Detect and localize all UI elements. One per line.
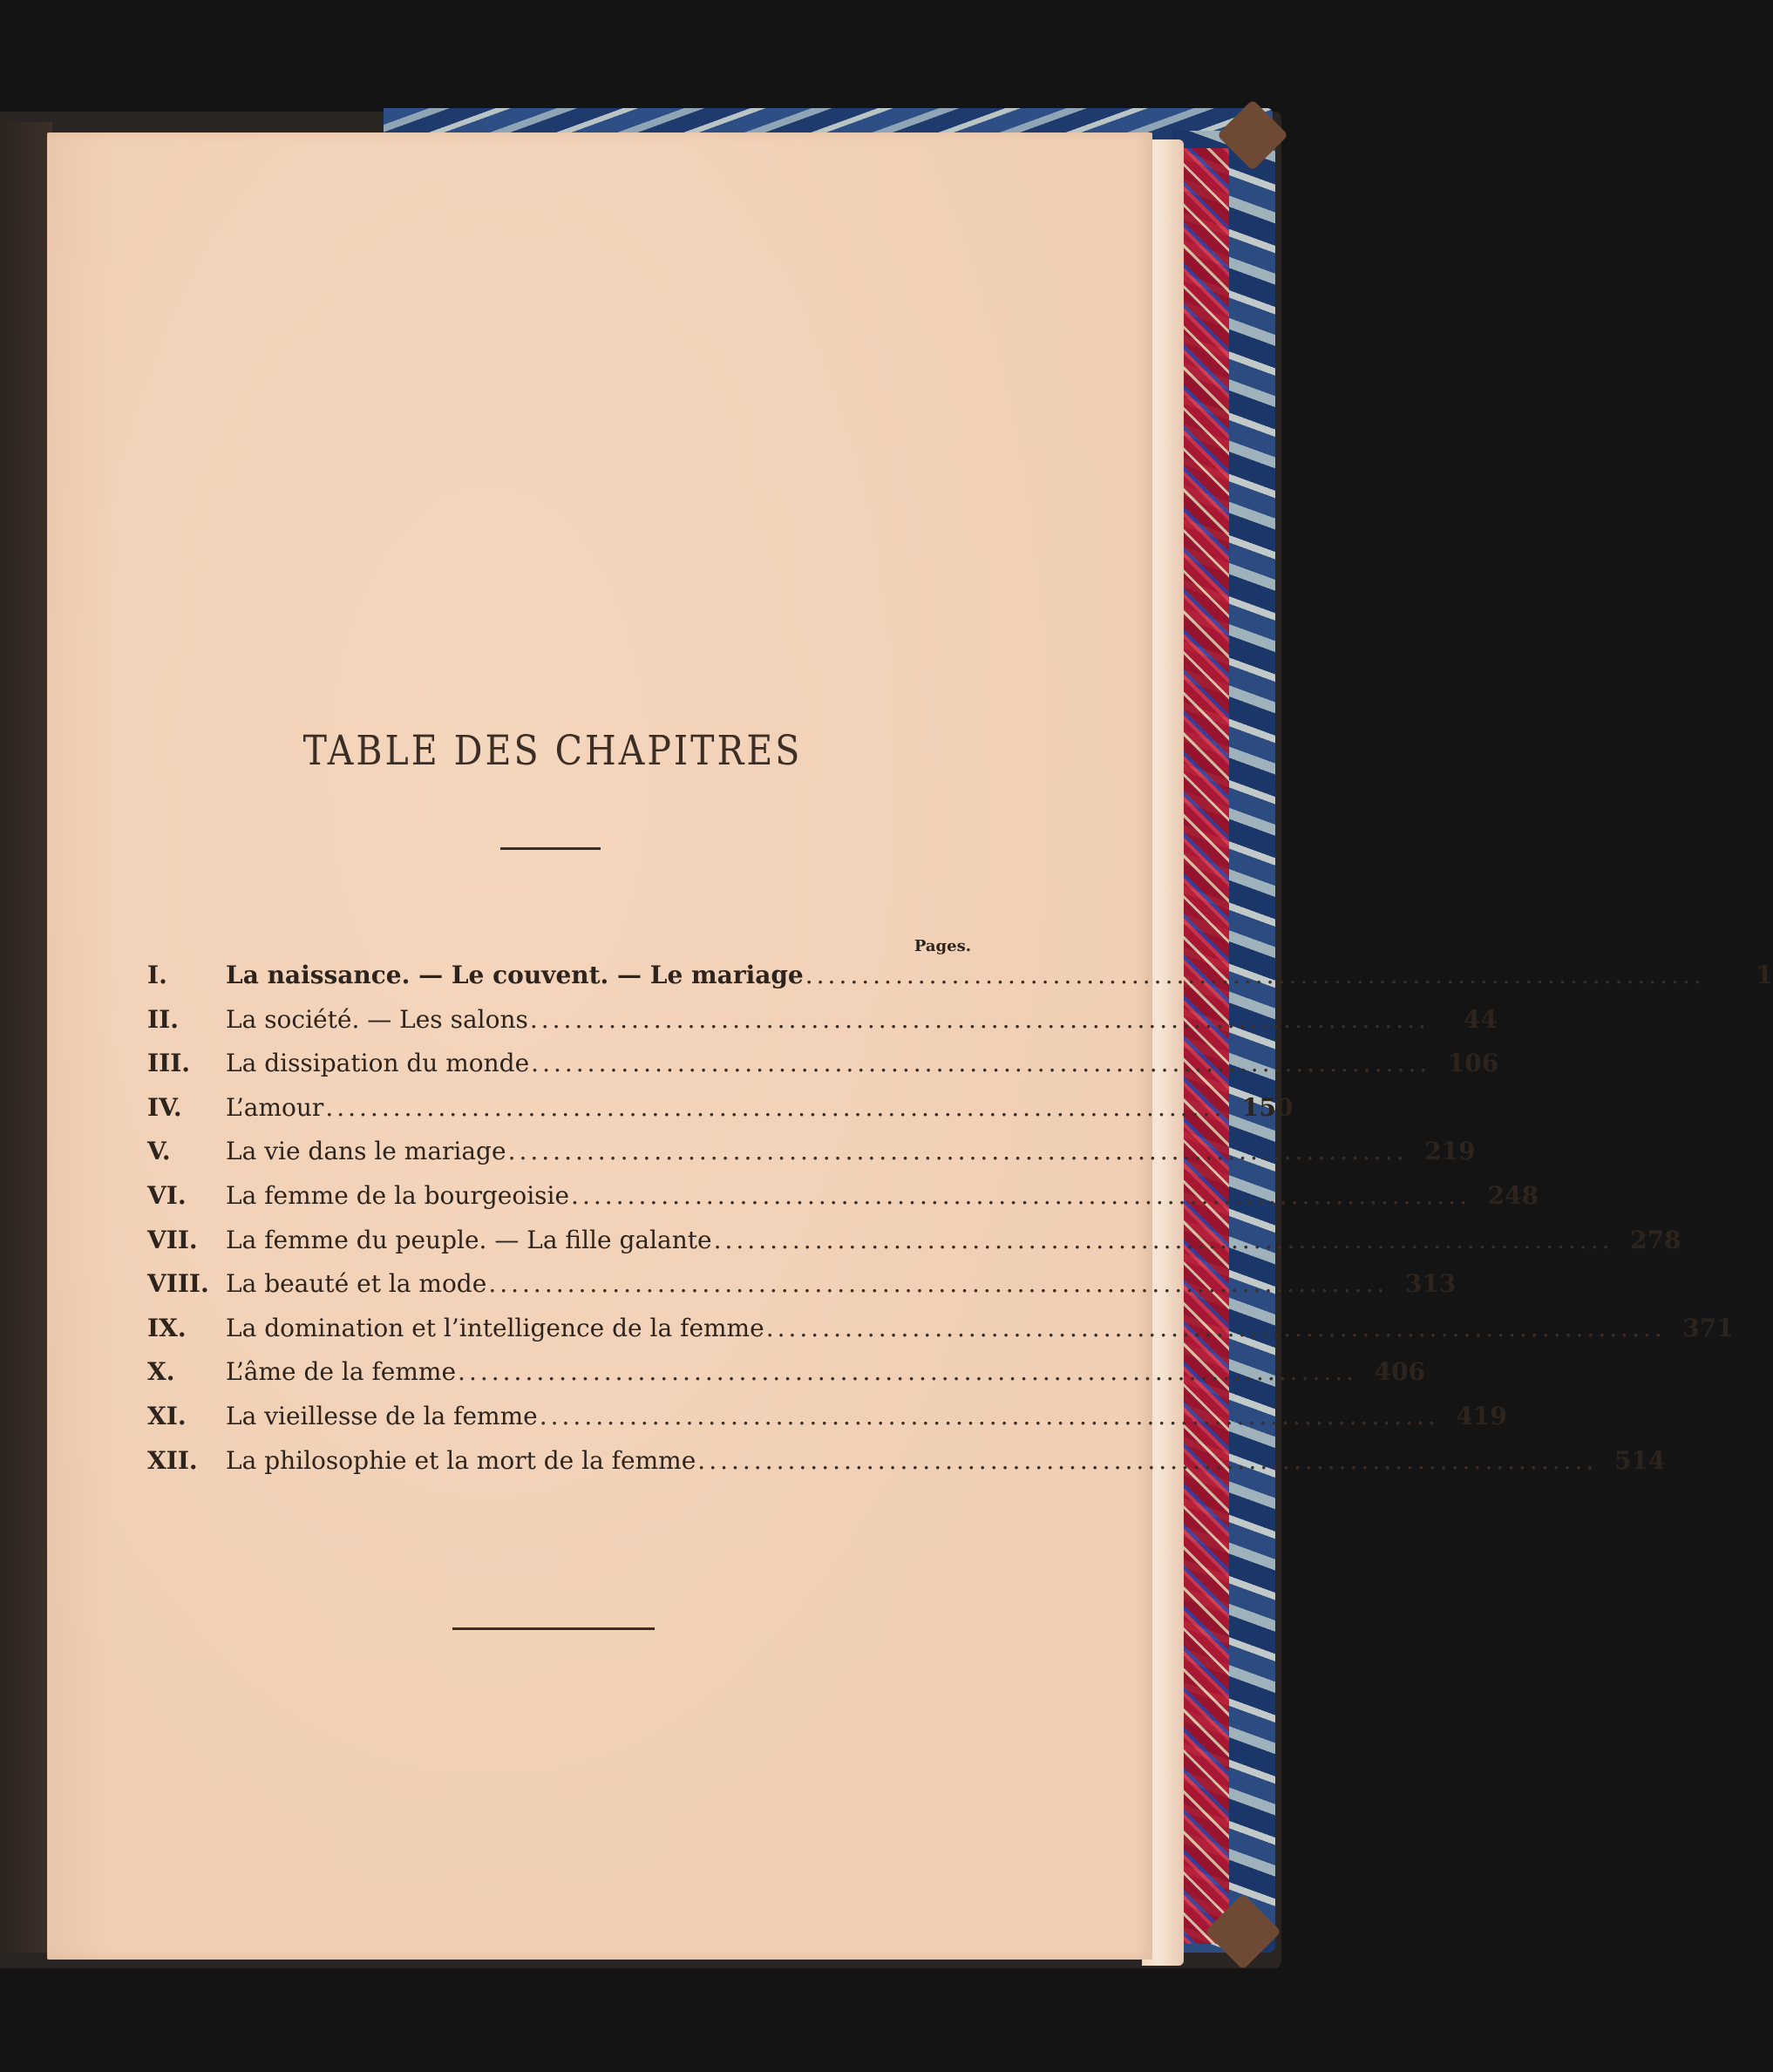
chapter-title: La femme de la bourgeoisie	[226, 1180, 570, 1210]
dot-leader: ................................................................................	[325, 1092, 1226, 1122]
chapter-page: 371	[1682, 1313, 1734, 1342]
toc-entry	[147, 961, 1773, 1005]
dot-leader: ................................................................................	[507, 1137, 1408, 1166]
toc-entry	[147, 1180, 1539, 1226]
chapter-title: La beauté et la mode	[226, 1269, 487, 1299]
table-of-contents	[147, 961, 1773, 1490]
chapter-number: III.	[147, 1049, 191, 1078]
chapter-number: X.	[147, 1357, 175, 1387]
dot-leader: ................................................................................	[805, 961, 1705, 989]
toc-entry	[147, 1445, 1666, 1491]
chapter-page: 106	[1447, 1049, 1499, 1078]
book-page	[47, 132, 1773, 1960]
dot-leader: ................................................................................	[529, 1004, 1430, 1034]
dot-leader: ................................................................................	[531, 1049, 1431, 1078]
chapter-number: I.	[147, 961, 167, 989]
chapter-number: XII.	[147, 1445, 198, 1475]
chapter-number: V.	[147, 1137, 171, 1166]
chapter-number: VI.	[147, 1180, 187, 1210]
toc-entry	[147, 1357, 1426, 1402]
dot-leader: ................................................................................	[458, 1357, 1358, 1387]
chapter-page: 514	[1613, 1445, 1666, 1475]
chapter-number: XI.	[147, 1401, 187, 1430]
dot-leader: ................................................................................	[697, 1445, 1598, 1475]
chapter-page: 44	[1463, 1004, 1498, 1034]
chapter-number: IV.	[147, 1092, 182, 1122]
dot-leader: ................................................................................	[765, 1313, 1666, 1342]
chapter-title: La philosophie et la mort de la femme	[226, 1445, 696, 1475]
dot-leader: ................................................................................	[488, 1269, 1389, 1299]
toc-entry	[147, 1092, 1294, 1138]
chapter-title: L’amour	[226, 1092, 324, 1122]
toc-entry	[147, 1401, 1507, 1446]
dot-leader: ................................................................................	[713, 1225, 1613, 1254]
pages-column-header: Pages.	[914, 937, 971, 955]
toc-entry	[147, 1313, 1734, 1358]
chapter-title: La société. — Les salons	[226, 1004, 528, 1034]
page-title: TABLE DES CHAPITRES	[302, 726, 803, 775]
chapter-number: IX.	[147, 1313, 187, 1342]
chapter-page: 419	[1456, 1401, 1507, 1430]
toc-entry	[147, 1004, 1498, 1050]
chapter-page: 1	[1756, 961, 1773, 989]
chapter-number: VII.	[147, 1225, 198, 1254]
chapter-page: 406	[1374, 1357, 1426, 1387]
dot-leader: ................................................................................	[539, 1401, 1439, 1430]
book-spine-edge	[0, 122, 52, 1953]
chapter-page: 313	[1404, 1269, 1457, 1299]
chapter-number: VIII.	[147, 1269, 209, 1299]
chapter-title: La dissipation du monde	[226, 1049, 530, 1078]
toc-entry	[147, 1049, 1499, 1093]
chapter-title: La naissance. — Le couvent. — Le mariage	[226, 961, 804, 989]
toc-entry	[147, 1225, 1681, 1270]
chapter-title: La domination et l’intelligence de la femme	[226, 1313, 764, 1342]
title-rule	[500, 847, 601, 850]
closing-rule	[452, 1627, 655, 1630]
dot-leader: ................................................................................	[571, 1180, 1471, 1210]
chapter-page: 278	[1630, 1225, 1681, 1254]
chapter-title: L’âme de la femme	[226, 1357, 457, 1387]
chapter-page: 248	[1487, 1180, 1539, 1210]
chapter-page: 150	[1241, 1092, 1294, 1122]
chapter-number: II.	[147, 1004, 179, 1034]
toc-entry	[147, 1269, 1457, 1314]
chapter-title: La vie dans le mariage	[226, 1137, 506, 1166]
chapter-page: 219	[1424, 1137, 1476, 1166]
chapter-title: La femme du peuple. — La fille galante	[226, 1225, 712, 1254]
toc-entry	[147, 1137, 1476, 1181]
chapter-title: La vieillesse de la femme	[226, 1401, 538, 1430]
